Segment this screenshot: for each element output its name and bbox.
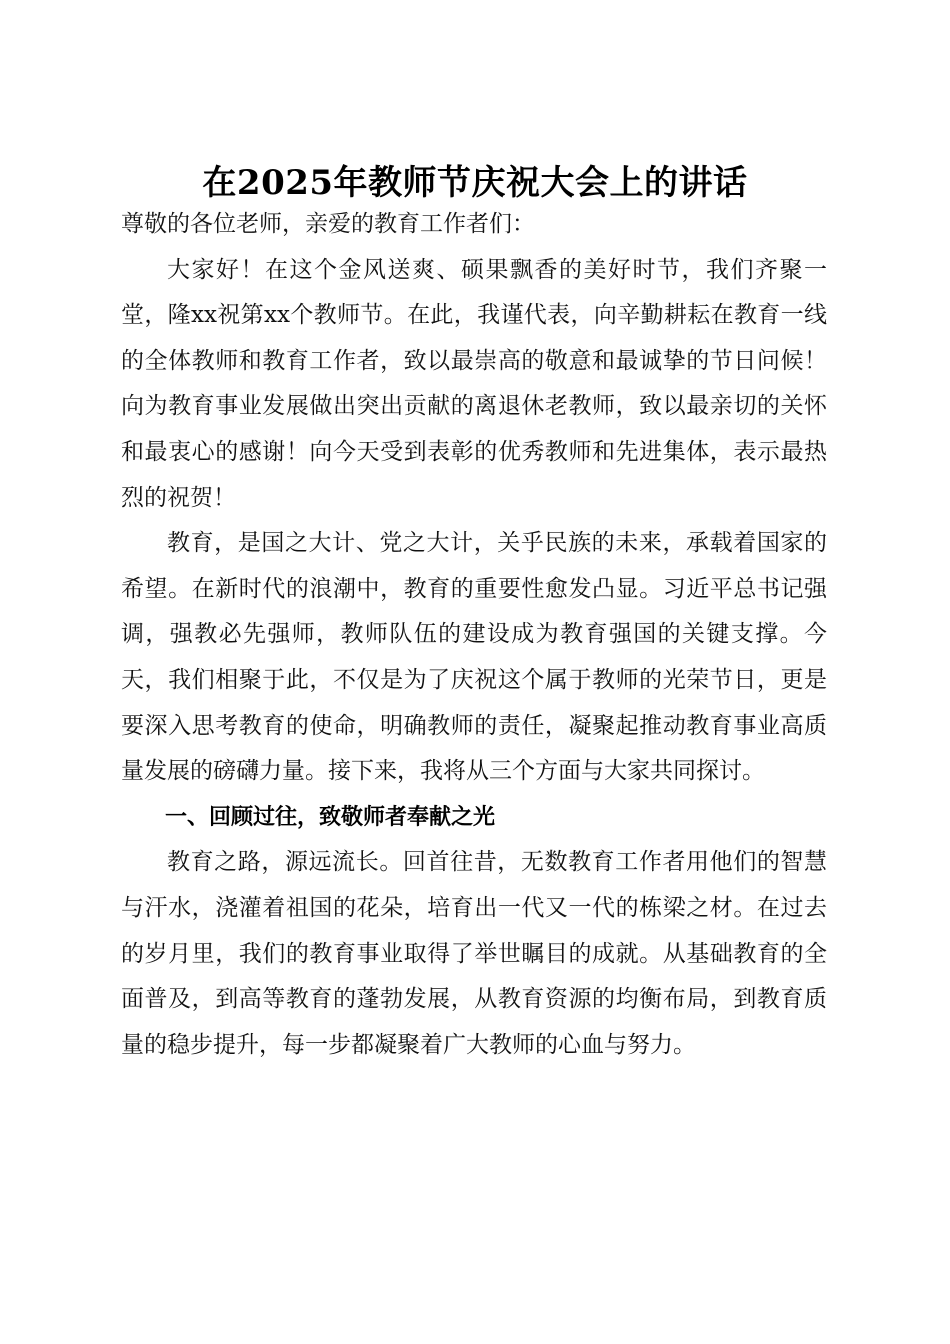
salutation: 尊敬的各位老师，亲爱的教育工作者们： bbox=[121, 211, 535, 237]
paragraph-greeting: 大家好！在这个金风送爽、硕果飘香的美好时节，我们齐聚一堂，隆xx祝第xx个教师节。在此，我谨代表，向辛勤耕耘在教育一线的全体教师和教育工作者，致以最崇高的敬意和最诚挚的节日问候！向为教育事业发展做出突出贡献的离退休老教师，致以最亲切的关怀和最衷心的感谢！向今天受到表彰的优秀教师和先进集体，表示最热烈的祝贺！ bbox=[121, 256, 827, 511]
paragraph-introduction: 教育，是国之大计、党之大计，关乎民族的未来，承载着国家的希望。在新时代的浪潮中，教育的重要性愈发凸显。习近平总书记强调，强教必先强师，教师队伍的建设成为教育强国的关键支撑。今天，我们相聚于此，不仅是为了庆祝这个属于教师的光荣节日，更是要深入思考教育的使命，明确教师的责任，凝聚起推动教育事业高质量发展的磅礴力量。接下来，我将从三个方面与大家共同探讨。 bbox=[121, 530, 827, 785]
document-body bbox=[121, 202, 827, 1068]
section-heading: 一、回顾过往，致敬师者奉献之光 bbox=[165, 804, 496, 830]
paragraph-section-one: 教育之路，源远流长。回首往昔，无数教育工作者用他们的智慧与汗水，浇灌着祖国的花朵，培育出一代又一代的栋梁之材。在过去的岁月里，我们的教育事业取得了举世瞩目的成就。从基础教育的全面普及，到高等教育的蓬勃发展，从教育资源的均衡布局，到教育质量的稳步提升，每一步都凝聚着广大教师的心血与努力。 bbox=[121, 849, 827, 1058]
document-title: 在2025年教师节庆祝大会上的讲话 bbox=[202, 162, 748, 203]
